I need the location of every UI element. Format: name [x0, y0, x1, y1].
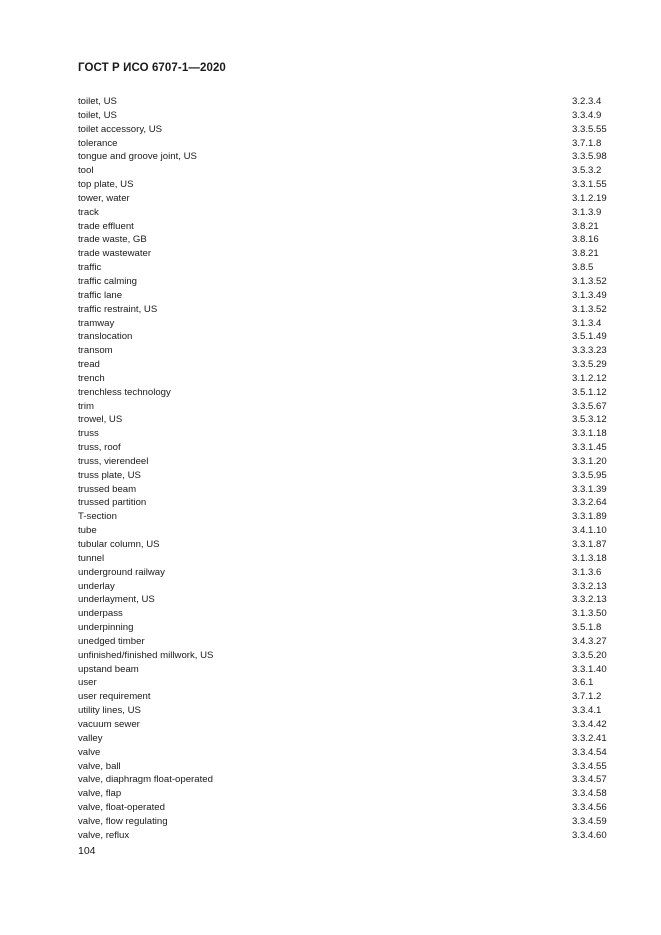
index-term: upstand beam [78, 663, 139, 675]
index-reference: 3.5.1.49 [572, 331, 607, 343]
index-reference: 3.3.4.55 [572, 760, 607, 772]
index-term: transom [78, 345, 113, 357]
index-reference: 3.6.1 [572, 677, 594, 689]
index-term: T-section [78, 511, 117, 523]
index-reference: 3.1.3.18 [572, 552, 607, 564]
index-term: underground railway [78, 566, 165, 578]
index-reference: 3.3.1.87 [572, 539, 607, 550]
index-entry [78, 801, 613, 815]
index-reference: 3.1.3.50 [572, 608, 607, 620]
index-entry [78, 718, 613, 732]
index-term: trade wastewater [78, 248, 152, 260]
index-term: underlayment, US [78, 594, 155, 606]
index-entry [78, 663, 613, 677]
index-entry [78, 109, 613, 123]
index-reference: 3.1.2.19 [572, 192, 607, 204]
index-reference: 3.1.3.4 [572, 317, 602, 329]
index-entry [78, 330, 613, 344]
index-reference: 3.3.2.13 [572, 594, 607, 606]
index-entry [78, 386, 613, 400]
index-reference: 3.5.1.12 [572, 386, 607, 398]
index-term: valve, diaphragm float-operated [78, 774, 213, 786]
index-reference: 3.2.3.4 [572, 96, 602, 107]
index-term: valve, flap [78, 788, 122, 800]
index-term: tramway [78, 317, 115, 329]
index-reference: 3.3.1.39 [572, 483, 607, 495]
index-reference: 3.5.3.12 [572, 414, 607, 426]
index-entry [78, 593, 613, 607]
index-entry [78, 220, 613, 234]
index-entry [78, 427, 613, 441]
index-entry [78, 566, 613, 580]
index-reference: 3.3.5.98 [572, 151, 607, 163]
index-entry [78, 621, 613, 635]
index-reference: 3.3.4.60 [572, 829, 607, 841]
index-term: tube [78, 525, 97, 537]
index-term: underpass [78, 608, 123, 620]
index-term: trowel, US [78, 414, 123, 426]
index-reference: 3.7.1.2 [572, 691, 602, 703]
page-number: 104 [78, 845, 96, 857]
index-term: truss, vierendeel [78, 455, 149, 467]
index-entry [78, 164, 613, 178]
index-reference: 3.3.5.55 [572, 123, 607, 135]
index-entry [78, 496, 613, 510]
index-reference: 3.3.1.20 [572, 455, 607, 467]
index-term: track [78, 206, 99, 218]
index-term: user requirement [78, 691, 151, 703]
index-entry [78, 261, 613, 275]
index-term: truss, roof [78, 442, 121, 454]
index-term: traffic calming [78, 275, 138, 287]
index-term: valve, ball [78, 760, 121, 772]
index-term: tower, water [78, 192, 130, 204]
index-term: tolerance [78, 137, 118, 149]
index-reference: 3.1.3.52 [572, 303, 607, 315]
index-reference: 3.3.2.13 [572, 580, 607, 592]
index-term: toilet, US [78, 96, 117, 107]
index-term: valley [78, 732, 103, 744]
index-entry [78, 580, 613, 594]
index-reference: 3.3.1.18 [572, 428, 607, 440]
index-term: tread [78, 359, 100, 371]
index-reference: 3.1.2.12 [572, 372, 607, 384]
index-reference: 3.3.4.1 [572, 705, 602, 717]
index-reference: 3.3.4.42 [572, 718, 607, 730]
index-term: trenchless technology [78, 386, 171, 398]
index-term: trim [78, 400, 94, 412]
index-term: underpinning [78, 622, 134, 634]
index-term: trench [78, 372, 105, 384]
index-entry [78, 206, 613, 220]
index-entry [78, 95, 613, 109]
term-index [78, 95, 613, 843]
index-term: trussed beam [78, 483, 137, 495]
index-term: tubular column, US [78, 539, 160, 550]
index-reference: 3.3.1.55 [572, 179, 607, 191]
index-entry [78, 510, 613, 524]
index-entry [78, 123, 613, 137]
document-header: ГОСТ Р ИСО 6707-1—2020 [78, 62, 226, 74]
index-entry [78, 150, 613, 164]
index-reference: 3.8.21 [572, 220, 599, 232]
index-term: top plate, US [78, 179, 134, 191]
index-entry [78, 372, 613, 386]
index-entry [78, 247, 613, 261]
index-term: traffic restraint, US [78, 303, 158, 315]
index-term: truss [78, 428, 99, 440]
index-reference: 3.3.1.40 [572, 663, 607, 675]
index-entry [78, 303, 613, 317]
index-reference: 3.3.1.89 [572, 511, 607, 523]
index-entry [78, 289, 613, 303]
index-entry [78, 829, 613, 843]
index-term: trussed partition [78, 497, 147, 509]
index-reference: 3.8.16 [572, 234, 599, 246]
index-entry [78, 413, 613, 427]
index-term: trade effluent [78, 220, 134, 232]
index-term: translocation [78, 331, 133, 343]
index-entry [78, 441, 613, 455]
index-term: valve, float-operated [78, 802, 165, 814]
index-entry [78, 704, 613, 718]
index-reference: 3.4.3.27 [572, 635, 607, 647]
index-reference: 3.3.2.41 [572, 732, 607, 744]
index-reference: 3.3.4.54 [572, 746, 607, 758]
index-reference: 3.3.5.95 [572, 469, 607, 481]
index-reference: 3.7.1.8 [572, 137, 602, 149]
index-entry [78, 233, 613, 247]
index-reference: 3.8.5 [572, 262, 594, 274]
index-entry [78, 787, 613, 801]
index-term: trade waste, GB [78, 234, 147, 246]
index-reference: 3.3.5.67 [572, 400, 607, 412]
index-entry [78, 400, 613, 414]
index-reference: 3.3.3.23 [572, 345, 607, 357]
index-reference: 3.3.4.59 [572, 815, 607, 827]
index-term: truss plate, US [78, 469, 141, 481]
index-entry [78, 455, 613, 469]
index-reference: 3.3.2.64 [572, 497, 607, 509]
index-reference: 3.5.1.8 [572, 622, 602, 634]
index-reference: 3.3.4.58 [572, 788, 607, 800]
index-term: unfinished/finished millwork, US [78, 649, 214, 661]
index-reference: 3.3.1.45 [572, 442, 607, 454]
index-term: valve, flow regulating [78, 815, 168, 827]
index-entry [78, 275, 613, 289]
index-entry [78, 552, 613, 566]
index-entry [78, 137, 613, 151]
index-term: traffic [78, 262, 102, 274]
index-entry [78, 760, 613, 774]
index-term: underlay [78, 580, 115, 592]
index-entry [78, 524, 613, 538]
index-term: valve, reflux [78, 829, 130, 841]
index-entry [78, 815, 613, 829]
index-reference: 3.3.5.20 [572, 649, 607, 661]
index-reference: 3.1.3.49 [572, 289, 607, 301]
index-term: unedged timber [78, 635, 145, 647]
index-term: vacuum sewer [78, 718, 140, 730]
index-reference: 3.3.4.56 [572, 802, 607, 814]
index-term: utility lines, US [78, 705, 141, 717]
index-reference: 3.1.3.52 [572, 275, 607, 287]
index-term: traffic lane [78, 289, 123, 301]
index-reference: 3.5.3.2 [572, 165, 602, 177]
index-entry [78, 358, 613, 372]
index-term: tool [78, 165, 94, 177]
index-reference: 3.1.3.9 [572, 206, 602, 218]
index-entry [78, 607, 613, 621]
index-reference: 3.3.4.57 [572, 774, 607, 786]
index-entry [78, 635, 613, 649]
index-entry [78, 192, 613, 206]
index-entry [78, 483, 613, 497]
index-reference: 3.3.5.29 [572, 359, 607, 371]
index-term: toilet, US [78, 109, 117, 121]
index-reference: 3.1.3.6 [572, 566, 602, 578]
index-term: user [78, 677, 97, 689]
index-entry [78, 178, 613, 192]
index-term: toilet accessory, US [78, 123, 163, 135]
index-entry [78, 469, 613, 483]
index-entry [78, 676, 613, 690]
index-entry [78, 538, 613, 552]
index-entry [78, 317, 613, 331]
index-entry [78, 344, 613, 358]
index-entry [78, 773, 613, 787]
index-entry [78, 690, 613, 704]
index-term: tunnel [78, 552, 105, 564]
index-reference: 3.8.21 [572, 248, 599, 260]
index-term: tongue and groove joint, US [78, 151, 197, 163]
index-entry [78, 746, 613, 760]
index-entry [78, 649, 613, 663]
index-term: valve [78, 746, 101, 758]
index-reference: 3.4.1.10 [572, 525, 607, 537]
index-reference: 3.3.4.9 [572, 109, 602, 121]
index-entry [78, 732, 613, 746]
